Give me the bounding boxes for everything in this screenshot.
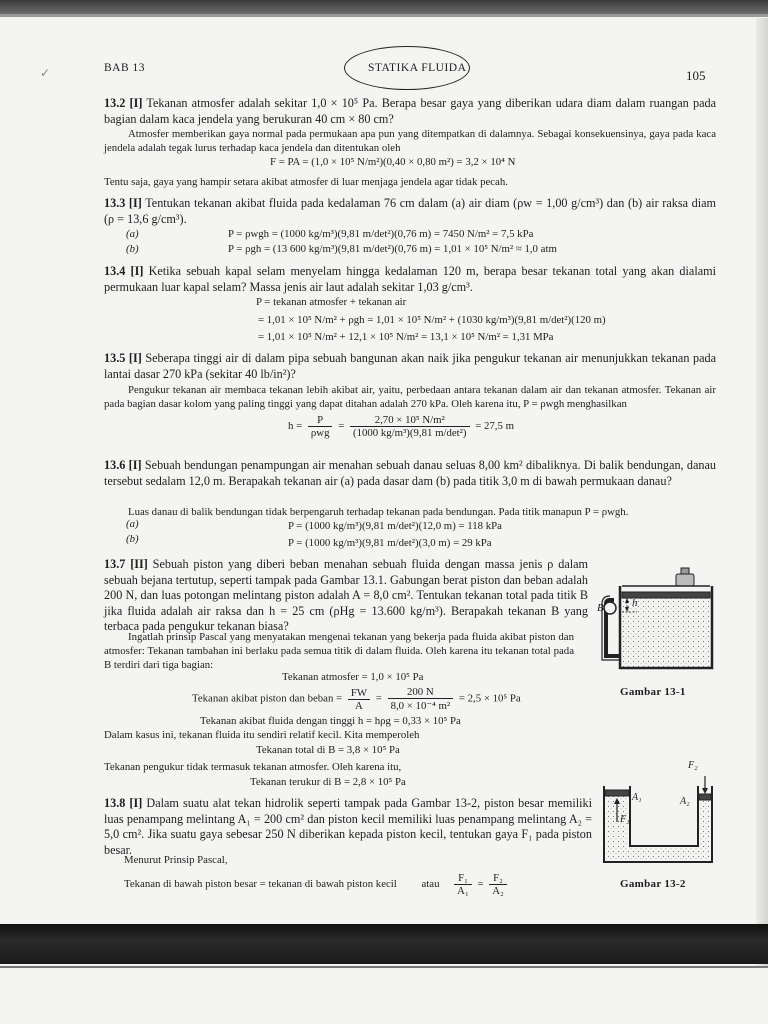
- figure-label-F2: F₂: [688, 760, 698, 771]
- figure-13-2-caption: Gambar 13-2: [620, 878, 686, 890]
- fraction: [348, 687, 370, 712]
- question-text: Sebuah piston yang diberi beban menahan sebuah fluida dengan massa jenis ρ dalam sebuah bejana tertutup, seperti tampak pada Gambar 13.1. Gabungan berat piston dan beban adalah 200 N, dan luas potongan melintang piston adalah A = 8,0 cm². Tentukan tekanan total pada titik B jika fluida adalah air raksa dan h = 25 cm (ρHg = 13.600 kg/m³). Berapakah tekanan B yang terbaca pada pengukur tekanan biasa?: [104, 557, 589, 633]
- eq-result: = 2,5 × 10⁵ Pa: [458, 692, 521, 705]
- problem-13-7-eq-total: Tekanan total di B = 3,8 × 10⁵ Pa: [256, 744, 400, 756]
- problem-13-6-question: [104, 458, 716, 489]
- eq-text: Tekanan di bawah piston besar = tekanan di bawah piston kecil: [124, 877, 397, 890]
- problem-13-6-equation-a: P = (1000 kg/m³)(9,81 m/det²)(12,0 m) = 118 kPa: [288, 520, 502, 532]
- problem-13-5-answer: Pengukur tekanan air membaca tekanan lebih akibat air, yaitu, perbedaan antara tekanan dalam air dan tekanan atmosfer. Tekanan air pada bagian dasar kolom yang paling tinggi yang dapat ditahan adalah 270 kPa. Oleh karena itu, P = ρwgh menghasilkan: [104, 384, 716, 410]
- problem-13-7-question: [104, 557, 588, 635]
- problem-13-6-answer: Luas danau di balik bendungan tidak berpengaruh terhadap tekanan pada bendungan. Pada titik manapun P = ρwgh.: [128, 506, 629, 518]
- page-number: 105: [686, 68, 706, 83]
- problem-13-3-question: [104, 196, 716, 227]
- problem-13-7-note-2: Tekanan pengukur tidak termasuk tekanan atmosfer. Oleh karena itu,: [104, 761, 402, 773]
- part-b-label: (b): [126, 243, 139, 255]
- problem-13-3-equation-a: P = ρwgh = (1000 kg/m³)(9,81 m/det²)(0,76 m) = 7450 N/m² = 7,5 kPa: [228, 228, 534, 240]
- problem-13-4-equation-3: = 1,01 × 10⁵ N/m² + 12,1 × 10⁵ N/m² = 13,1 × 10⁵ N/m² = 1,31 MPa: [258, 331, 554, 343]
- fraction-numerator: P: [308, 414, 333, 427]
- problem-13-6-equation-b: P = (1000 kg/m³)(9,81 m/det²)(3,0 m) = 29 kPa: [288, 537, 492, 549]
- part-b-label: (b): [126, 533, 139, 545]
- problem-13-4-question: [104, 264, 716, 295]
- problem-number: 13.8 [I]: [104, 796, 143, 810]
- eq-or: atau: [421, 877, 440, 890]
- fraction: [308, 414, 333, 439]
- question-text: Sebuah bendungan penampungan air menahan sebuah danau seluas 8,00 km² dibaliknya. Di balik bendungan, danau tersebut sedalam 12,0 m. Berapakah tekanan air (a) pada dasar dam (b) pada titik 3,0 m di bawah permukaan danau?: [104, 458, 717, 488]
- question-text: Ketika sebuah kapal selam menyelam hingga kedalaman 120 m, berapa besar tekanan total yang akan dialami permukaan luar kapal selam? Massa jenis air laut adalah sekitar 1,03 g/cm³.: [104, 264, 716, 294]
- figure-13-1-caption: Gambar 13-1: [620, 686, 686, 698]
- problem-13-7-eq-gauge: Tekanan terukur di B = 2,8 × 10⁵ Pa: [250, 776, 406, 788]
- fraction: [454, 872, 472, 897]
- problem-13-2-equation: F = PA = (1,0 × 10⁵ N/m²)(0,40 × 0,80 m²) = 3,2 × 10⁴ N: [270, 156, 516, 168]
- problem-number: 13.2 [I]: [104, 96, 143, 110]
- problem-13-8-equation: [124, 872, 510, 897]
- problem-number: 13.4 [I]: [104, 264, 144, 278]
- eq-sign: =: [338, 419, 345, 432]
- problem-13-4-equation-2: = 1,01 × 10⁵ N/m² + ρgh = 1,01 × 10⁵ N/m² + (1030 kg/m³)(9,81 m/det²)(120 m): [258, 314, 606, 326]
- fraction-numerator: 2,70 × 10⁵ N/m²: [350, 414, 470, 427]
- fraction: [489, 872, 507, 897]
- question-text: Seberapa tinggi air di dalam pipa sebuah bangunan akan naik jika pengukur tekanan air menunjukkan tekanan pada lantai dasar 270 kPa (sekitar 40 lb/in²)?: [104, 351, 716, 381]
- problem-13-7-note-1: Dalam kasus ini, tekanan fluida itu sendiri relatif kecil. Kita memperoleh: [104, 729, 420, 741]
- problem-number: 13.7 [II]: [104, 557, 148, 571]
- problem-13-2-note: Tentu saja, gaya yang hampir setara akibat atmosfer di luar menjaga jendela agar tidak pecah.: [104, 176, 508, 188]
- figure-label-A1: A₁: [632, 792, 642, 803]
- figure-label-F1: F₁: [620, 814, 630, 825]
- problem-13-8-question: [104, 796, 592, 858]
- fraction-denominator: A: [355, 699, 363, 712]
- problem-13-5-equation: [288, 414, 514, 439]
- problem-13-7-eq-piston: [192, 686, 521, 712]
- problem-13-3-equation-b: P = ρgh = (13 600 kg/m³)(9,81 m/det²)(0,76 m) = 1,01 × 10⁵ N/m² ≈ 1,0 atm: [228, 243, 557, 255]
- fraction-numerator: FW: [348, 687, 370, 700]
- fraction-denominator: (1000 kg/m³)(9,81 m/det²): [352, 427, 467, 439]
- figure-label-B: B: [597, 602, 604, 614]
- chapter-title: STATIKA FLUIDA: [368, 62, 467, 74]
- fraction: [350, 414, 470, 439]
- part-a-label: (a): [126, 228, 139, 240]
- question-text: Tentukan tekanan akibat fluida pada kedalaman 76 cm dalam (a) air diam (ρw = 1,00 g/cm³) dan (b) air raksa diam (ρ = 13,6 g/cm³).: [104, 196, 716, 226]
- eq-lhs: h =: [288, 419, 303, 432]
- fraction-denominator: A₁: [457, 885, 469, 897]
- margin-mark: ✓: [40, 66, 51, 80]
- fraction-numerator: 200 N: [388, 686, 454, 699]
- fraction-denominator: 8,0 × 10⁻⁴ m²: [390, 700, 451, 712]
- problem-number: 13.5 [I]: [104, 351, 142, 365]
- chapter-label: BAB 13: [104, 62, 146, 74]
- fraction-denominator: ρwg: [310, 427, 330, 439]
- problem-13-2-question: [104, 96, 716, 127]
- problem-13-7-eq-fluid: Tekanan akibat fluida dengan tinggi h = hρg = 0,33 × 10⁵ Pa: [200, 715, 461, 727]
- eq-sign: =: [477, 877, 484, 890]
- problem-13-4-equation-1: P = tekanan atmosfer + tekanan air: [256, 296, 407, 308]
- problem-number: 13.3 [I]: [104, 196, 142, 210]
- problem-13-2-answer: Atmosfer memberikan gaya normal pada permukaan apa pun yang ditempatkan di dalamnya. Sebagai konsekuensinya, gaya pada kaca jendela adalah tegak lurus terhadap kaca jendela dan ditentukan oleh: [104, 128, 716, 154]
- fraction: [388, 686, 454, 712]
- fraction-numerator: F₂: [489, 872, 507, 885]
- fraction-denominator: A₂: [492, 885, 504, 897]
- eq-sign: =: [375, 692, 382, 705]
- problem-13-5-question: [104, 351, 716, 382]
- figure-13-2-hydraulic-press: [592, 770, 722, 870]
- figure-label-h: h: [632, 597, 638, 609]
- figure-13-1-piston-vessel: [592, 560, 722, 680]
- problem-number: 13.6 [I]: [104, 458, 142, 472]
- question-text: Dalam suatu alat tekan hidrolik seperti tampak pada Gambar 13-2, piston besar memiliki luas penampang melintang A₁ = 200 cm² dan piston kecil memiliki luas penampang melintang A₂ = 5,0 cm². Jika suatu gaya sebesar 250 N diberikan kepada piston kecil, tentukan gaya F₁ pada piston besar.: [104, 796, 592, 857]
- eq-result: = 27,5 m: [475, 419, 514, 432]
- problem-13-8-answer: Menurut Prinsip Pascal,: [124, 854, 228, 866]
- figure-label-A2: A₂: [680, 796, 690, 807]
- eq-lhs: Tekanan akibat piston dan beban =: [192, 692, 343, 705]
- problem-13-7-answer: Ingatlah prinsip Pascal yang menyatakan mengenai tekanan yang bekerja pada fluida akibat piston dan atmosfer: Tekanan tambahan ini berlaku pada semua titik di dalam fluida. Oleh karena itu tekanan total pada B terdiri dari tiga bagian:: [104, 631, 574, 671]
- question-text: Tekanan atmosfer adalah sekitar 1,0 × 10⁵ Pa. Berapa besar gaya yang diberikan udara diam dalam ruangan pada bagian dalam kaca jendela yang berukuran 40 cm × 80 cm?: [104, 96, 716, 126]
- problem-13-7-eq-atmosphere: Tekanan atmosfer = 1,0 × 10⁵ Pa: [282, 671, 424, 683]
- part-a-label: (a): [126, 518, 139, 530]
- fraction-numerator: F₁: [454, 872, 472, 885]
